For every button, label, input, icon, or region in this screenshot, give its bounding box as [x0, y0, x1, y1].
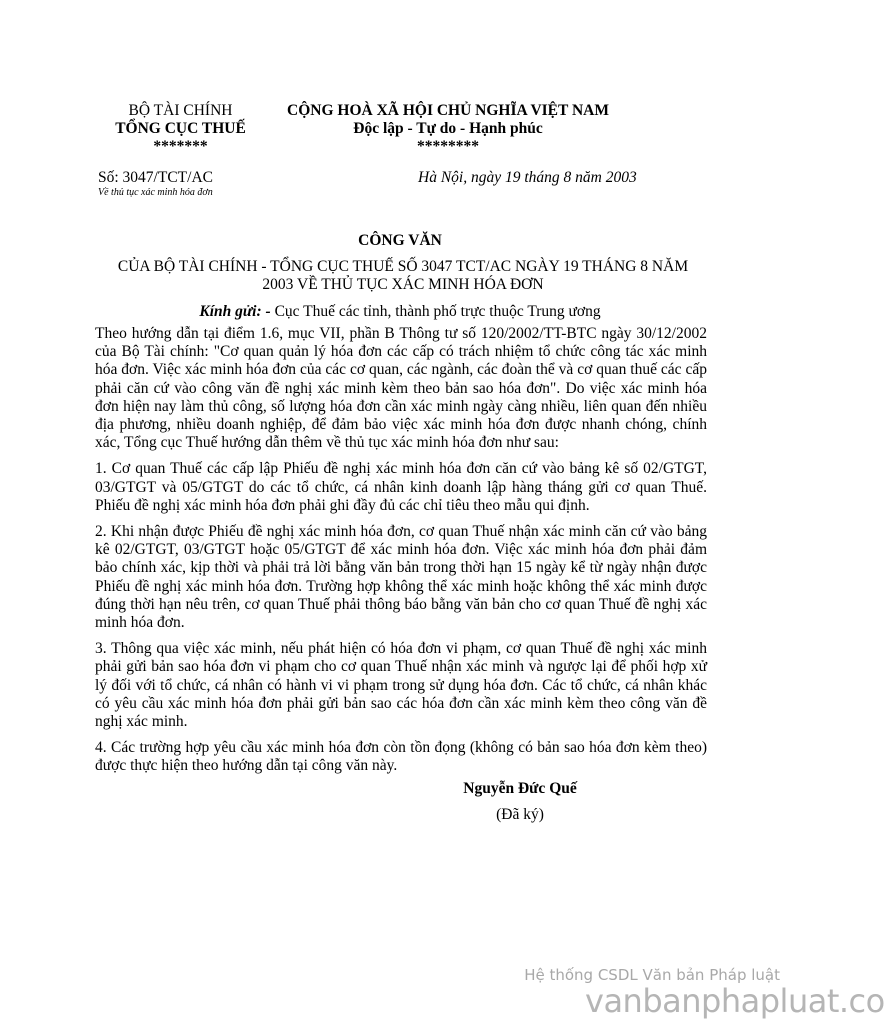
document-title-line-2: 2003 VỀ THỦ TỤC XÁC MINH HÓA ĐƠN [262, 276, 544, 293]
recipient-label: Kính gửi: - [199, 303, 271, 320]
body-item-4: 4. Các trường hợp yêu cầu xác minh hóa đơn còn tồn đọng (không có bản sao hóa đơn kèm theo) được thực hiện theo hướng dẫn tại công văn này. [95, 739, 707, 775]
watermark-caption: Hệ thống CSDL Văn bản Pháp luật [524, 966, 780, 984]
body-item-2: 2. Khi nhận được Phiếu đề nghị xác minh hóa đơn, cơ quan Thuế nhận xác minh căn cứ vào bảng kê 02/GTGT, 03/GTGT hoặc 05/GTGT để xác minh hóa đơn. Việc xác minh hóa đơn phải đảm bảo chính xác, kịp thời và phải trả lời bằng văn bản trong thời hạn 15 ngày kể từ ngày nhận được Phiếu đề nghị xác minh hóa đơn. Trường hợp không thể xác minh hoặc không thể xác minh được đúng thời hạn nêu trên, cơ quan Thuế phải thông báo bằng văn bản cho cơ quan Thuế đề nghị xác minh hóa đơn. [95, 523, 707, 632]
national-header [268, 102, 628, 156]
recipient-line [0, 303, 800, 321]
department-name: TỔNG CỤC THUẾ [115, 120, 246, 137]
body-intro-paragraph: Theo hướng dẫn tại điểm 1.6, mục VII, phần B Thông tư số 120/2002/TT-BTC ngày 30/12/2002 của Bộ Tài chính: "Cơ quan quản lý hóa đơn các cấp có trách nhiệm tổ chức công tác xác minh hóa đơn. Việc xác minh hóa đơn của các cơ quan, các ngành, các đoàn thể và cơ quan thuế các cấp phải căn cứ vào công văn đề nghị xác minh kèm theo bản sao hóa đơn". Do việc xác minh hóa đơn hiện nay làm thủ công, số lượng hóa đơn cần xác minh ngày càng nhiều, liên quan đến nhiều địa phương, nhiều doanh nghiệp, để đảm bảo việc xác minh hóa đơn được nhanh chóng, chính xác, Tổng cục Thuế hướng dẫn thêm về thủ tục xác minh hóa đơn như sau: [95, 325, 707, 452]
document-title-line-1: CỦA BỘ TÀI CHÍNH - TỔNG CỤC THUẾ SỐ 3047 TCT/AC NGÀY 19 THÁNG 8 NĂM [117, 258, 689, 275]
motto-separator: ******** [417, 138, 479, 155]
body-item-1: 1. Cơ quan Thuế các cấp lập Phiếu đề nghị xác minh hóa đơn căn cứ vào bảng kê số 02/GTGT, 03/GTGT và 05/GTGT do các tổ chức, cá nhân kinh doanh lập hàng tháng gửi cơ quan Thuế. Phiếu đề nghị xác minh hóa đơn phải ghi đầy đủ các chỉ tiêu theo mẫu qui định. [95, 460, 707, 514]
document-type: CÔNG VĂN [358, 232, 442, 249]
signer-name: Nguyễn Đức Quế [463, 780, 577, 797]
national-motto: Độc lập - Tự do - Hạnh phúc [353, 120, 543, 137]
reference-number: Số: 3047/TCT/AC [98, 169, 213, 186]
document-body [95, 325, 707, 784]
watermark-site: vanbanphapluat.co [585, 982, 885, 1020]
country-name: CỘNG HOÀ XÃ HỘI CHỦ NGHĨA VIỆT NAM [287, 102, 609, 119]
document-title [98, 258, 708, 294]
recipient-value: Cục Thuế các tỉnh, thành phố trực thuộc Trung ương [270, 303, 601, 320]
signature-status: (Đã ký) [496, 806, 544, 823]
ministry-name: BỘ TÀI CHÍNH [128, 102, 233, 119]
issuer-block [88, 102, 273, 156]
place-date: Hà Nội, ngày 19 tháng 8 năm 2003 [418, 169, 637, 186]
body-item-3: 3. Thông qua việc xác minh, nếu phát hiện có hóa đơn vi phạm, cơ quan Thuế đề nghị xác minh phải gửi bản sao hóa đơn vi phạm cho cơ quan Thuế nhận xác minh và ngược lại để phối hợp xử lý đối với tổ chức, cá nhân có hành vi vi phạm trong sử dụng hóa đơn. Các tổ chức, cá nhân khác có yêu cầu xác minh hóa đơn phải gửi bản sao các hóa đơn cần xác minh kèm theo công văn đề nghị xác minh. [95, 640, 707, 731]
reference-subject: Về thủ tục xác minh hóa đơn [98, 187, 213, 198]
issuer-separator: ******* [153, 138, 208, 155]
